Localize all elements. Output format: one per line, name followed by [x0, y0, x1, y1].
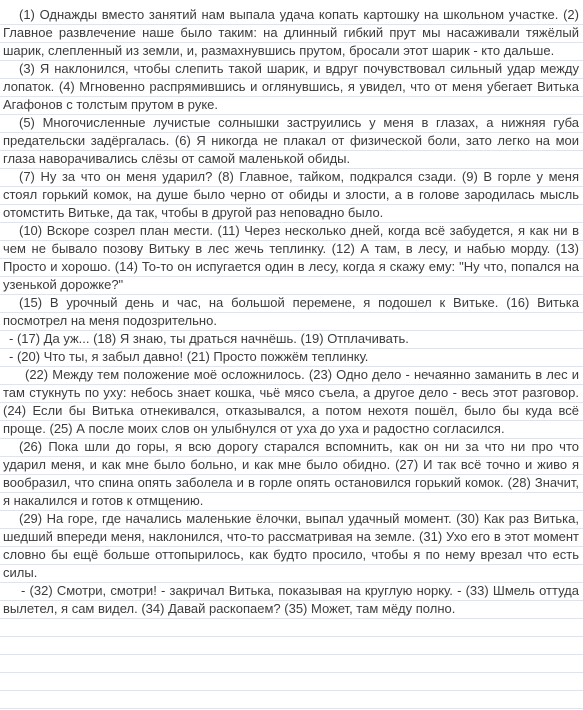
paragraph-2: (3) Я наклонился, чтобы слепить такой шарик, и вдруг почувствовал сильный удар между лопаток. (4) Мгновенно распрямившись и оглянувшись, я увидел, что от меня убегает Витька Агафонов с толстым прутом в руке.	[3, 61, 579, 112]
paragraph-12: - (32) Смотри, смотри! - закричал Витька, показывая на круглую норку. - (33) Шмель оттуда вылетел, я сам видел. (34) Давай раскопаем? (35) Может, там мёду полно.	[3, 583, 579, 616]
paragraph-6: (15) В урочный день и час, на большой перемене, я подошел к Витьке. (16) Витька посмотрел на меня подозрительно.	[3, 295, 579, 328]
paragraph-8: - (20) Что ты, я забыл давно! (21) Просто пожжём теплинку.	[9, 349, 369, 364]
paragraph-11: (29) На горе, где начались маленькие ёлочки, выпал удачный момент. (30) Как раз Витька, шедший впереди меня, наклонился, что-то рассматривая на земле. (31) Ухо его в этот момент словно бы ещё больше оттопырилось, как будто просило, чтобы я по нему врезал что есть силы.	[3, 511, 579, 580]
paragraph-10: (26) Пока шли до горы, я всю дорогу старался вспомнить, как он ни за что ни про что ударил меня, и как мне было больно, и как мне было обидно. (27) И так всё точно и живо я вообразил, что спина опять заболела и в горле опять остановился горький комок. (28) Значит, я накалился и готов к отмщению.	[3, 439, 579, 508]
story-text	[3, 6, 579, 618]
paragraph-4: (7) Ну за что он меня ударил? (8) Главное, тайком, подкрался сзади. (9) В горле у меня стоял горький комок, на душе было черно от обиды и злости, а в голове зародилась мысль отомстить Витьке, да так, чтобы в другой раз неповадно было.	[3, 169, 579, 220]
paragraph-7: - (17) Да уж... (18) Я знаю, ты драться начнёшь. (19) Отплачивать.	[9, 331, 409, 346]
paragraph-5: (10) Вскоре созрел план мести. (11) Через несколько дней, когда всё забудется, я как ни в чем не бывало позову Витьку в лес жечь теплинку. (12) А там, в лесу, и набью морду. (13) Просто и хорошо. (14) То-то он испугается один в лесу, когда я скажу ему: "Ну что, попался на узенькой дорожке?"	[3, 223, 579, 292]
paragraph-9: (22) Между тем положение моё осложнилось. (23) Одно дело - нечаянно заманить в лес и там стукнуть по уху: небось знает кошка, чьё мясо съела, а другое дело - весь этот разговор. (24) Если бы Витька отнекивался, отказывался, а потом нехотя пошёл, было бы куда всё проще. (25) А после моих слов он улыбнулся от уха до уха и радостно согласился.	[3, 367, 579, 436]
paragraph-3: (5) Многочисленные лучистые солнышки заструились у меня в глазах, а нижняя губа предательски задёргалась. (6) Я никогда не плакал от физической боли, зато легко на мои глаза наворачивались слёзы от самой маленькой обиды.	[3, 115, 579, 166]
paragraph-1: (1) Однажды вместо занятий нам выпала удача копать картошку на школьном участке. (2) Главное развлечение наше было таким: на длинный гибкий прут мы насаживали тяжёлый шарик, слепленный из земли, и, размахнувшись прутом, бросали этот шарик - кто дальше.	[3, 7, 579, 58]
